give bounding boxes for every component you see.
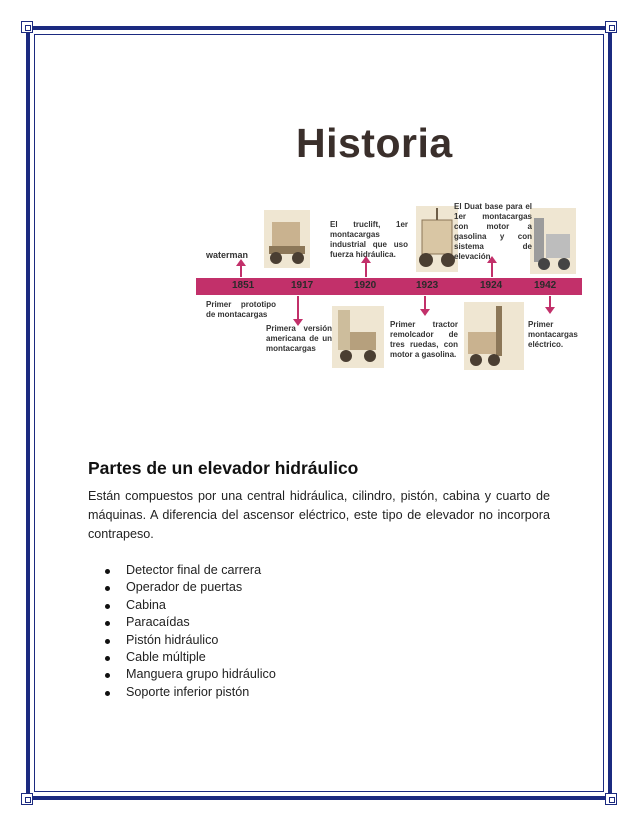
timeline-year: 1851 (232, 280, 255, 291)
border-corner-ornament (605, 21, 617, 33)
tractor-photo-1923 (416, 206, 458, 272)
timeline-year: 1917 (291, 280, 314, 291)
list-item-text: Cable múltiple (126, 649, 206, 664)
timeline-year: 1920 (354, 280, 377, 291)
forklift-photo-1920 (332, 306, 384, 368)
list-item-text: Manguera grupo hidráulico (126, 667, 276, 682)
timeline-event-1923-below: Primer tractor remolcador de tres ruedas, con motor a gasolina. (390, 320, 458, 359)
timeline-year: 1923 (416, 280, 439, 291)
list-item (100, 562, 276, 579)
timeline-arrow-down (297, 296, 299, 320)
timeline-arrow-up (491, 262, 493, 277)
border-corner-ornament (21, 21, 33, 33)
list-item (100, 614, 276, 631)
bullet-icon (105, 569, 110, 574)
list-item-text: Detector final de carrera (126, 563, 262, 577)
bullet-icon (105, 621, 110, 626)
list-item (100, 666, 276, 683)
list-item-text: Pistón hidráulico (126, 632, 219, 647)
timeline-event-1924-above: El Duat base para el 1er montacargas con motor a gasolina y con sistema de elevación. (454, 202, 532, 261)
bullet-icon (105, 656, 110, 661)
timeline-arrow-down (424, 296, 426, 310)
list-item-text: Cabina (126, 597, 166, 612)
list-item (100, 632, 276, 649)
list-item (100, 684, 276, 701)
timeline-arrow-down (549, 296, 551, 308)
list-item (100, 579, 276, 596)
parts-list (100, 562, 276, 701)
bullet-icon (105, 586, 110, 591)
list-item (100, 597, 276, 614)
forklift-photo-1942 (530, 208, 576, 274)
section-heading: Partes de un elevador hidráulico (88, 458, 359, 478)
timeline-year: 1924 (480, 280, 503, 291)
timeline-event-1917-below: Primera versión americana de un montacargas (266, 324, 332, 353)
list-item-text: Operador de puertas (126, 580, 243, 595)
timeline-title: Historia (296, 120, 453, 166)
timeline-event-1851-above: waterman (206, 250, 249, 260)
forklift-photo-1917 (264, 210, 310, 268)
timeline-event-1942-below: Primer montacargas eléctrico. (528, 320, 578, 349)
bullet-icon (105, 639, 110, 644)
bullet-icon (105, 673, 110, 678)
list-item-text: Soporte inferior pistón (126, 684, 250, 699)
border-corner-ornament (605, 793, 617, 805)
timeline-event-1920-above: El truclift, 1er montacargas industrial que uso fuerza hidráulica. (330, 220, 408, 259)
section-paragraph: Están compuestos por una central hidráulica, cilindro, pistón, cabina y cuarto de máquinas. A diferencia del ascensor eléctrico, este tipo de elevador no incorpora contrapeso. (88, 489, 550, 541)
list-item-text: Paracaídas (126, 615, 190, 630)
bullet-icon (105, 691, 110, 696)
timeline-year: 1942 (534, 280, 557, 291)
forklift-photo-1924 (464, 302, 524, 370)
timeline-arrow-up (240, 265, 242, 277)
timeline-arrow-up (365, 262, 367, 277)
border-corner-ornament (21, 793, 33, 805)
timeline-event-1851-below: Primer prototipo de montacargas (206, 300, 276, 319)
list-item (100, 649, 276, 666)
bullet-icon (105, 604, 110, 609)
history-timeline-figure (196, 110, 588, 382)
